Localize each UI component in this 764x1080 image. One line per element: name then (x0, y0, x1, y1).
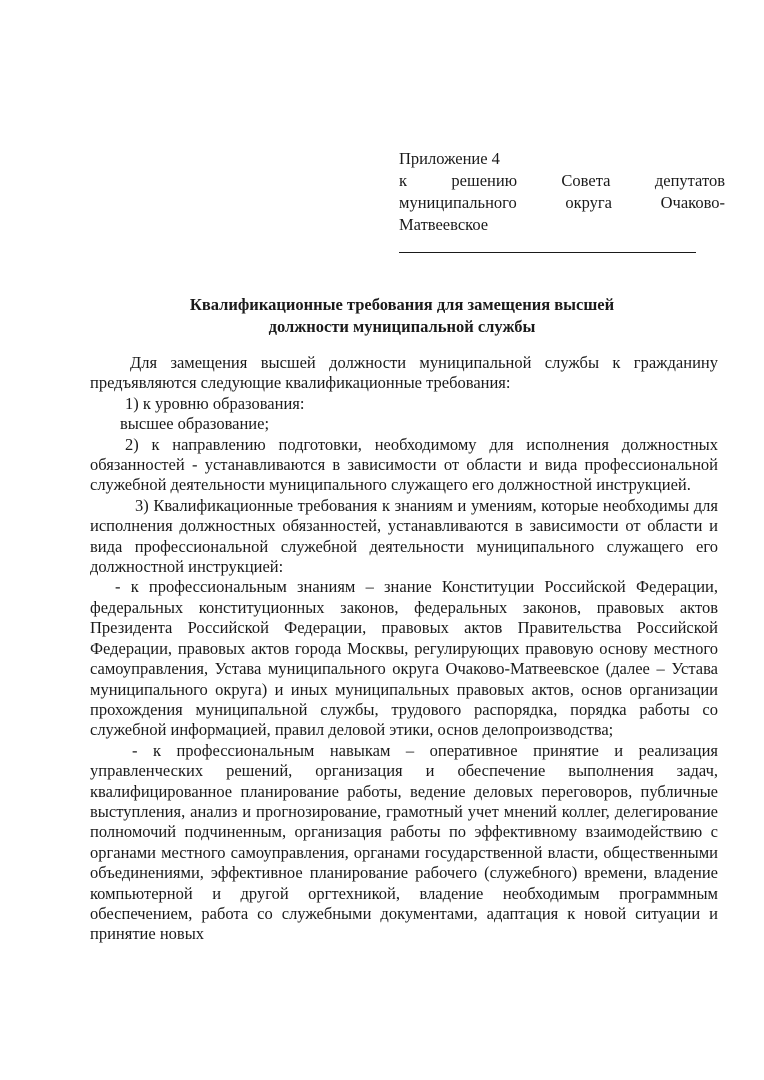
professional-skills: - к профессиональным навыкам – оперативное принятие и реализация управленческих решений, организация и обеспечение выполнения задач, квалифицированное планирование работы, ведение деловых переговоров, публичные выступления, анализ и прогнозирование, грамотный учет мнений коллег, делегирование полномочий подчиненным, организация работы по эффективному взаимодействию с органами местного самоуправления, органами государственной власти, общественными объединениями, эффективное планирование рабочего (служебного) времени, владение компьютерной и другой оргтехникой, владение необходимым программным обеспечением, работа со служебными документами, адаптация к новой ситуации и принятие новых (90, 740, 718, 944)
requirement-knowledge-skills: 3) Квалификационные требования к знаниям и умениям, которые необходимы для исполнения должностных обязанностей, устанавливаются в зависимости от области и вида профессиональной служебной деятельности муниципального служащего его должностной инструкцией: (90, 495, 718, 577)
signature-underline (399, 238, 696, 253)
appendix-reference: к решению Совета депутатов муниципального округа Очаково-Матвеевское (399, 171, 725, 234)
requirement-education: 1) к уровню образования: (125, 393, 305, 413)
appendix-number: Приложение 4 (399, 149, 500, 168)
title-line-1: Квалификационные требования для замещения высшей (189, 295, 615, 314)
professional-knowledge: - к профессиональным знаниям – знание Конституции Российской Федерации, федеральных конституционных законов, федеральных законов, правовых актов Президента Российской Федерации, правовых актов Правительства Российской Федерации, правовых актов города Москвы, регулирующих правовую основу местного самоуправления, Устава муниципального округа Очаково-Матвеевское (далее – Устава муниципального округа) и иных муниципальных правовых актов, основ организации прохождения муниципальной службы, трудового распорядка, порядка работы со служебной информацией, правил деловой этики, основ делопроизводства; (90, 577, 718, 740)
requirement-training-direction: 2) к направлению подготовки, необходимому для исполнения должностных обязанностей - устанавливаются в зависимости от области и вида профессиональной служебной деятельности муниципального служащего его должностной инструкцией. (90, 434, 718, 495)
document-title (90, 294, 714, 338)
requirement-education-value: высшее образование; (120, 414, 270, 434)
intro-paragraph: Для замещения высшей должности муниципальной службы к гражданину предъявляются следующие квалификационные требования: (90, 353, 718, 393)
appendix-block (399, 148, 725, 253)
document-body (90, 353, 718, 945)
title-line-2: должности муниципальной службы (268, 317, 536, 336)
